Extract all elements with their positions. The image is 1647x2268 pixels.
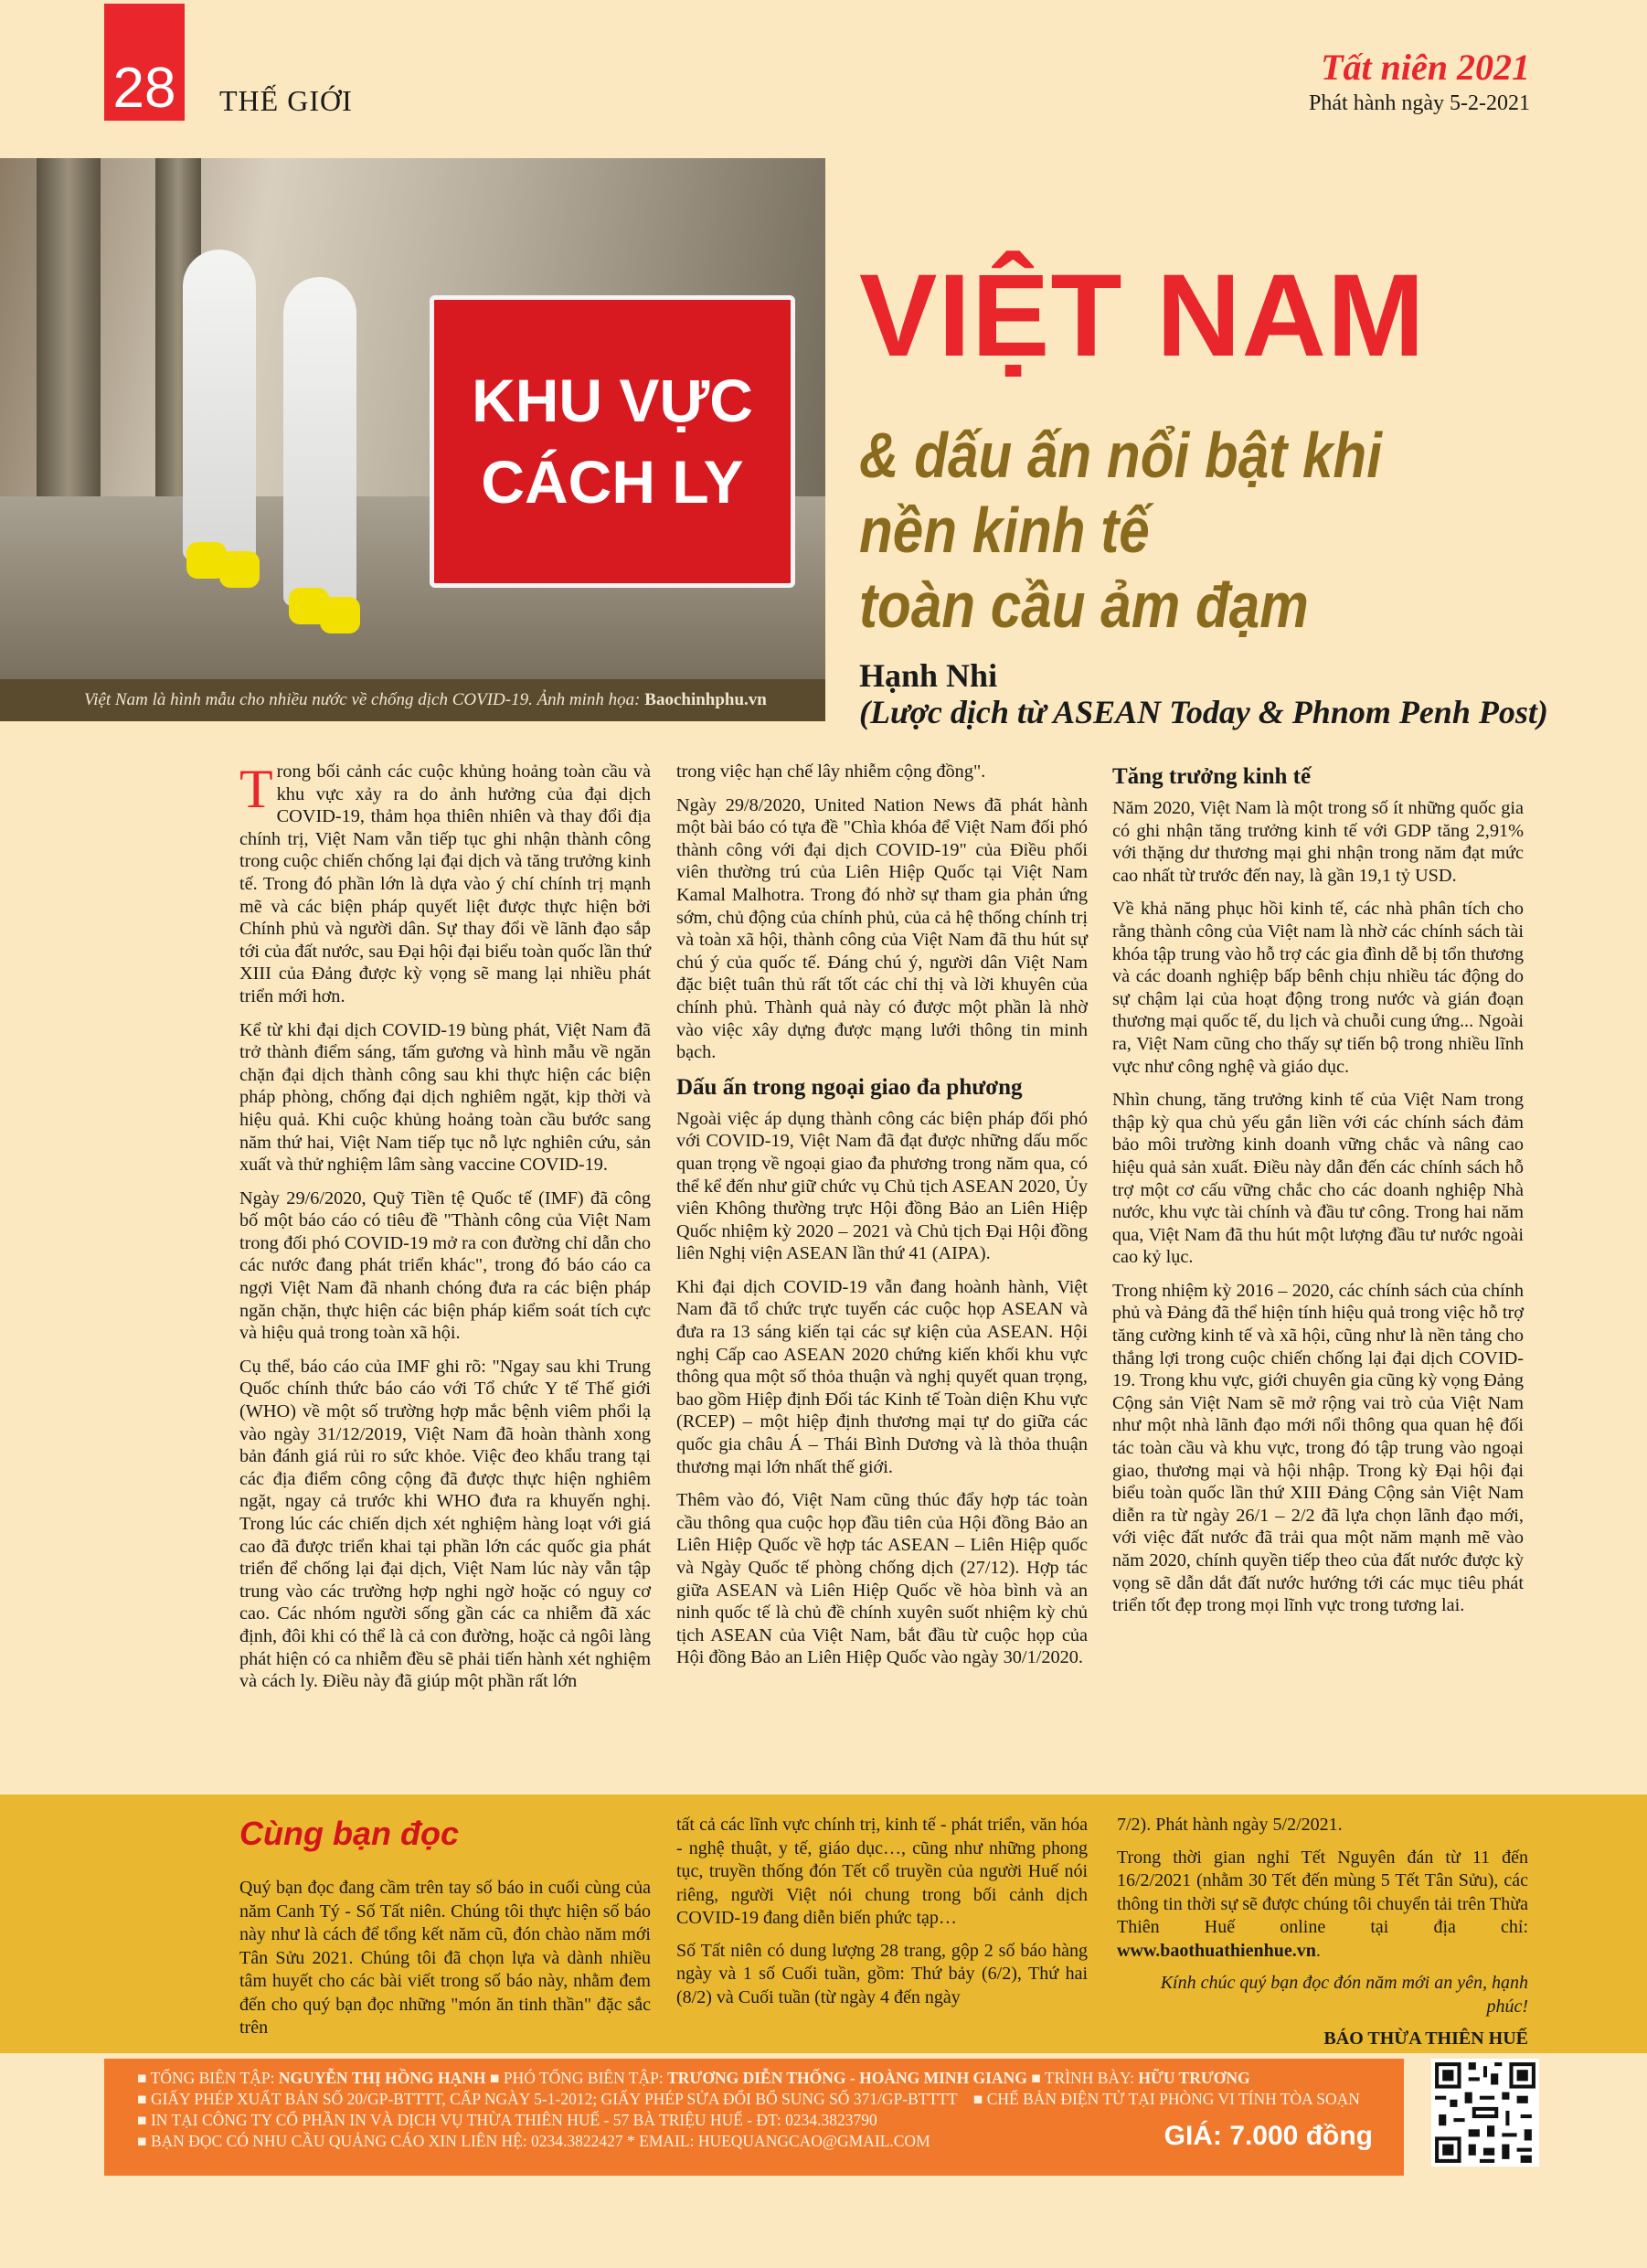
subheading-economy: Tăng trưởng kinh tế <box>1112 764 1312 789</box>
paragraph: Ngoài việc áp dụng thành công các biện pháp đối phó với COVID-19, Việt Nam đã đạt được những dấu mốc quan trọng về ngoại giao đa phương trong năm qua, có thể kể đến như giữ chức vụ Chủ tịch ASEAN 2020, Ủy viên Không thường trực Hội đồng Bảo an Liên Hiệp Quốc nhiệm kỳ 2020 – 2021 và Chủ tịch Đại Hội đồng liên Nghị viện ASEAN lần thứ 41 (AIPA). <box>676 1108 1088 1264</box>
paragraph: Cụ thể, báo cáo của IMF ghi rõ: "Ngay sau khi Trung Quốc chính thức báo cáo với Tổ chức Y tế Thế giới (WHO) về một số trường hợp mắc bệnh viêm phổi lạ vào ngày 31/12/2019, Việt Nam đã hoàn thành xong bản đánh giá rủi ro sức khỏe. Việc đeo khẩu trang tại các địa điểm công cộng đã được thực hiện nghiêm ngặt, ngay cả trước khi WHO đưa ra khuyến nghị. Trong lúc các chiến dịch xét nghiệm hàng loạt với giá cao đã được triển khai tại phần lớn các quốc gia phát triển để chống lại đại dịch, Việt Nam lúc này vẫn tập trung vào các trường hợp nghi ngờ hoặc có nguy cơ cao. Các nhóm người sống gần các ca nhiễm đã xác định, đôi khi có thể là cả con đường, hoặc cả ngôi làng phát hiện có ca nhiễm đều sẽ phải tiến hành xét nghiệm và cách ly. Điều này đã giúp một phần rất lớn <box>239 1356 651 1692</box>
article-title: VIỆT NAM <box>859 250 1426 381</box>
qr-code[interactable] <box>1431 2059 1539 2167</box>
section-title: THẾ GIỚI <box>219 84 353 117</box>
paragraph: 7/2). Phát hành ngày 5/2/2021. <box>1117 1815 1343 1835</box>
paragraph: Ngày 29/8/2020, United Nation News đã phát hành một bài báo có tựa đề "Chìa khóa để Việt Nam đối phó thành công với đại dịch COVID-19" của Điều phối viên thường trú của Liên Hiệp Quốc tại Việt Nam Kamal Malhotra. Trong đó nhờ sự tham gia phản ứng sớm, chủ động của chính phủ, của cả hệ thống chính trị và toàn xã hội, thành công của Việt Nam đã thu hút sự chú ý của quốc tế. Đáng chú ý, người dân Việt Nam đặc biệt tuân thủ rất tốt các chỉ thị và lời khuyên của chính phủ. Thành quả này có được một phần là nhờ vào việc xây dựng được mạng lưới thông tin minh bạch. <box>676 794 1088 1063</box>
article-column-1 <box>239 761 651 1704</box>
caption-text: Việt Nam là hình mẫu cho nhiều nước về chống dịch COVID-19. Ảnh minh họa: <box>84 690 645 709</box>
paragraph: Nhìn chung, tăng trưởng kinh tế của Việt Nam trong thập kỳ qua chủ yếu gắn liền với các chính sách đảm bảo môi trường kinh doanh vững chắc và nâng cao hiệu quả sản xuất. Điều này dẫn đến các chính sách hỗ trợ một cơ cấu vững chắc cho các doanh nghiệp Nhà nước, khu vực tài chính và đầu tư công. Trong hai năm qua, Việt Nam đã thu hút một lượng đầu tư nước ngoài cao kỷ lục. <box>1112 1090 1524 1268</box>
paragraph: Ngày 29/6/2020, Quỹ Tiền tệ Quốc tế (IMF) đã công bố một báo cáo có tiêu đề "Thành công của Việt Nam trong đối phó COVID-19 mở ra con đường chỉ dẫn cho các nước đang phát triển khác", trong đó báo cáo ca ngợi Việt Nam đã nhanh chóng đưa ra các biện pháp ngăn chặn, thực hiện các biện pháp kiểm soát tích cực và hiệu quả trong toàn xã hội. <box>239 1187 651 1344</box>
paragraph: Thêm vào đó, Việt Nam cũng thúc đẩy hợp tác toàn cầu thông qua cuộc họp đầu tiên của Hội đồng Bảo an Liên Hiệp Quốc về hợp tác ASEAN – Liên Hiệp quốc và Ngày Quốc tế phòng chống dịch (27/12). Hợp tác giữa ASEAN và Liên Hiệp Quốc về hòa bình và an ninh quốc tế là chủ đề chính xuyên suốt nhiệm kỳ chủ tịch ASEAN của Việt Nam, bắt đầu từ cuộc họp của Hội đồng Bảo an Liên Hiệp Quốc vào ngày 30/1/2020. <box>676 1490 1088 1668</box>
page-number: 28 <box>104 4 185 121</box>
article-column-3 <box>1112 761 1524 1628</box>
photo-person <box>183 250 256 560</box>
paragraph: Về khả năng phục hồi kinh tế, các nhà phân tích cho rằng thành công của Việt nam là nhờ các chính sách tài khóa tập trung vào hỗ trợ các gia đình dễ bị tổn thương và các doanh nghiệp bấp bênh chịu nhiều tác động do sự chậm lại của hoạt động trong nước và gián đoạn thương mại quốc tế, du lịch và chuỗi cung ứng... Ngoài ra, Việt Nam cũng cho thấy sự tiến bộ trong nhiều lĩnh vực như công nghệ và giáo dục. <box>1112 899 1524 1077</box>
photo-boot <box>219 551 260 588</box>
drop-cap: T <box>239 759 273 819</box>
caption-source: Baochinhphu.vn <box>644 690 767 709</box>
author-note: (Lược dịch từ ASEAN Today & Phnom Penh Post) <box>859 694 1548 730</box>
masthead-footer <box>104 2059 1404 2176</box>
article-column-2 <box>676 761 1088 1680</box>
reader-column-3 <box>1117 1814 1528 2060</box>
photo-person <box>283 277 356 606</box>
subtitle-line-2: toàn cầu ảm đạm <box>859 569 1309 641</box>
photo-boot <box>320 597 360 634</box>
paragraph: Năm 2020, Việt Nam là một trong số ít những quốc gia có ghi nhận tăng trưởng kinh tế với GDP tăng 2,91% với thặng dư thương mại ghi nhận trong năm đạt mức cao nhất từ trước đến nay, là gần 19,1 tỷ USD. <box>1112 798 1524 886</box>
qr-code-icon <box>1431 2059 1539 2167</box>
footer-line-4: ■ BẠN ĐỌC CÓ NHU CẦU QUẢNG CÁO XIN LIÊN HỆ: 0234.3822427 * EMAIL: HUEQUANGCAO@GMAIL.COM <box>137 2132 930 2150</box>
sign-line-1: KHU VỰC <box>472 366 753 434</box>
paragraph: Số Tất niên có dung lượng 28 trang, gộp 2 số báo hàng ngày và 1 số Cuối tuần, gồm: Thứ bảy (6/2), Thứ hai (8/2) và Cuối tuần (từ ngày 4 đến ngày <box>676 1940 1088 2007</box>
subtitle-line-1: & dấu ấn nổi bật khi nền kinh tế <box>859 420 1382 566</box>
paragraph: Khi đại dịch COVID-19 vẫn đang hoành hành, Việt Nam đã tổ chức trực tuyến các cuộc họp ASEAN và đưa ra 13 sáng kiến tại các sự kiện của ASEAN. Hội nghị Cấp cao ASEAN 2020 chứng kiến khối khu vực thông qua một số thỏa thuận và nghị quyết quan trọng, bao gồm Hiệp định Đối tác Kinh tế Toàn diện Khu vực (RCEP) – một hiệp định thương mại tự do giữa các quốc gia châu Á – Thái Bình Dương và là thỏa thuận thương mại lớn nhất thế giới. <box>676 1276 1088 1477</box>
footer-line-3: ■ IN TẠI CÔNG TY CỔ PHẦN IN VÀ DỊCH VỤ THỪA THIÊN HUẾ - 57 BÀ TRIỆU HUẾ - ĐT: 0234.3823790 <box>137 2111 877 2129</box>
subheading-diplomacy: Dấu ấn trong ngoại giao đa phương <box>676 1074 1023 1100</box>
price-label: GIÁ: 7.000 đồng <box>1164 2121 1373 2151</box>
paragraph: trong việc hạn chế lây nhiễm cộng đồng". <box>676 761 986 782</box>
reader-notice-title: Cùng bạn đọc <box>239 1815 459 1852</box>
edition-title: Tất niên 2021 <box>1321 47 1530 88</box>
article-photo <box>0 158 825 679</box>
signature: BÁO THỪA THIÊN HUẾ <box>1323 2028 1528 2049</box>
new-year-wish: Kính chúc quý bạn đọc đón năm mới an yên, hạnh phúc! <box>1160 1973 1528 2017</box>
website-link[interactable]: www.baothuathienhue.vn <box>1117 1940 1316 1961</box>
sign-line-2: CÁCH LY <box>481 448 744 516</box>
paragraph: Kể từ khi đại dịch COVID-19 bùng phát, Việt Nam đã trở thành điểm sáng, tấm gương và hình mẫu về ngăn chặn đại dịch thành công sau khi thực hiện các biện pháp phòng, chống đại dịch nghiêm ngặt, kịp thời và hiệu quả. Khi cuộc khủng hoảng toàn cầu bước sang năm thứ hai, Việt Nam tiếp tục nỗ lực nghiên cứu, sản xuất và thử nghiệm lâm sàng vaccine COVID-19. <box>239 1019 651 1176</box>
paragraph: Trong thời gian nghỉ Tết Nguyên đán từ 11 đến 16/2/2021 (nhằm 30 Tết đến mùng 5 Tết Tân Sửu), các thông tin thời sự sẽ được chúng tôi chuyển tải trên Thừa Thiên Huế online tại địa chỉ: www.baothuathienhue.vn. <box>1117 1847 1528 1961</box>
paragraph: tất cả các lĩnh vực chính trị, kinh tế - phát triển, văn hóa - nghệ thuật, y tế, giáo dục…, cũng như những phong tục, truyền thống đón Tết cổ truyền của người Huế nói riêng, người Việt nói chung trong bối cảnh dịch COVID-19 đang diễn biến phức tạp… <box>676 1815 1088 1928</box>
reader-column-2 <box>676 1814 1088 2018</box>
paragraph: Trong nhiệm kỳ 2016 – 2020, các chính sách của chính phủ và Đảng đã thể hiện tính hiệu quả trong việc hỗ trợ tăng cường kinh tế và xã hội, cũng như là nền tảng cho thắng lợi trong cuộc chiến chống lại đại dịch COVID-19. Trong khu vực, giới chuyên gia cũng kỳ vọng Đảng Cộng sản Việt Nam sẽ mở rộng vai trò của Việt Nam như một nhà lãnh đạo mới nổi thông qua quan hệ đối tác toàn cầu và khu vực, trong đó tập trung vào ngoại giao, thương mại và hội nhập. Trong kỳ Đại hội đại biểu toàn quốc lần thứ XIII Đảng Cộng sản Việt Nam diễn ra từ ngày 26/1 – 2/2 đã lựa chọn lãnh đạo mới, với việc đất nước đã trải qua một năm mạnh mẽ vào năm 2020, chính quyền tiếp theo của đất nước được kỳ vọng sẽ dẫn dắt đất nước hướng tới các mục tiêu phát triển tốt đẹp trong mọi lĩnh vực trong tương lai. <box>1112 1280 1524 1616</box>
author-name: Hạnh Nhi <box>859 657 998 694</box>
reader-column-1 <box>239 1877 651 2050</box>
footer-line-2: ■ GIẤY PHÉP XUẤT BẢN SỐ 20/GP-BTTTT, CẤP NGÀY 5-1-2012; GIẤY PHÉP SỬA ĐỔI BỔ SUNG SỐ 371/GP-BTTTT ■ CHẾ BẢN ĐIỆN TỬ TẠI PHÒNG VI TÍNH TÒA SOẠN <box>137 2090 1360 2108</box>
photo-caption <box>0 679 825 721</box>
article-subtitle <box>859 419 1457 644</box>
quarantine-sign <box>430 295 795 588</box>
release-date: Phát hành ngày 5-2-2021 <box>1309 91 1530 115</box>
paragraph: Trong bối cảnh các cuộc khủng hoảng toàn cầu và khu vực xảy ra do ảnh hưởng của đại dịch COVID-19, thảm họa thiên nhiên và thay đổi địa chính trị, Việt Nam vẫn tiếp tục ghi nhận thành công trong cuộc chiến chống lại đại dịch và tăng trưởng kinh tế. Trong đó phần lớn là dựa vào ý chí chính trị mạnh mẽ và các biện pháp quyết liệt được thực hiện bởi Chính phủ và người dân. Sự thay đổi về lãnh đạo sắp tới của đất nước, sau Đại hội đại biểu toàn quốc lần thứ XIII của Đảng được kỳ vọng sẽ mang lại nhiều phát triển mới hơn. <box>239 759 651 1006</box>
footer-line-1: ■ TỔNG BIÊN TẬP: NGUYỄN THỊ HỒNG HẠNH ■ PHÓ TỔNG BIÊN TẬP: TRƯƠNG DIỄN THỐNG - HOÀNG MINH GIANG ■ TRÌNH BÀY: HỮU TRƯƠNG <box>137 2069 1250 2087</box>
paragraph: Quý bạn đọc đang cầm trên tay số báo in cuối cùng của năm Canh Tý - Số Tất niên. Chúng tôi thực hiện số báo này như là cách để tổng kết năm cũ, đón chào năm mới Tân Sửu 2021. Chúng tôi đã chọn lựa và dành nhiều tâm huyết cho các bài viết trong số báo này, nhằm đem đến cho quý bạn đọc những "món ăn tinh thần" đặc sắc trên <box>239 1878 651 2038</box>
